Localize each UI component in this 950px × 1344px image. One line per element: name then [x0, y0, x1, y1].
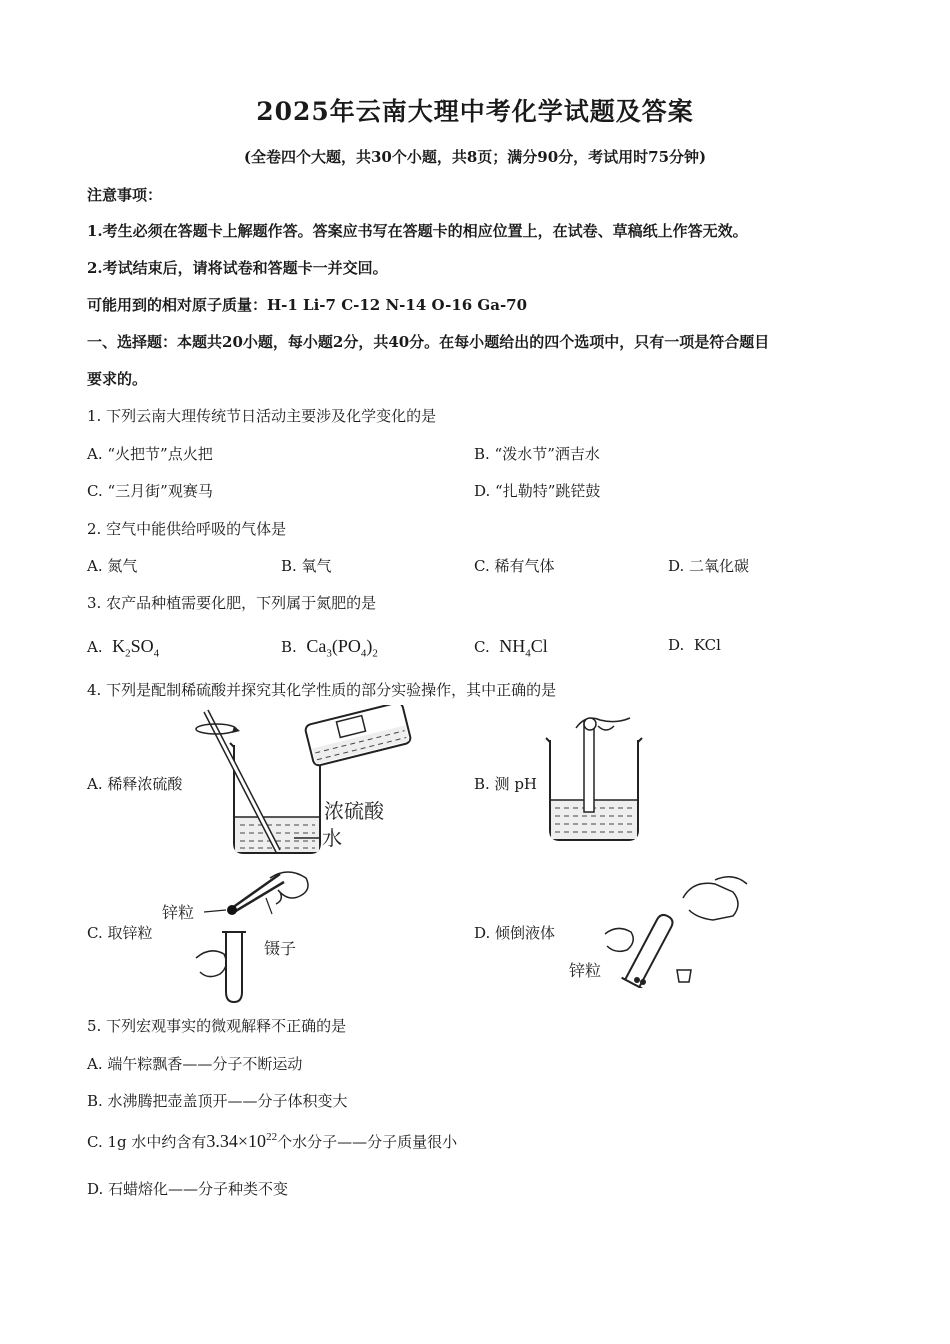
- question-2-stem: 2. 空气中能供给呼吸的气体是: [87, 520, 287, 538]
- q4-option-b: B. 测 pH: [474, 775, 538, 793]
- figure-measure-ph: [540, 712, 650, 847]
- question-1-stem: 1. 下列云南大理传统节日活动主要涉及化学变化的是: [87, 407, 437, 425]
- q2-option-a: A. 氮气: [87, 557, 138, 575]
- q1-option-d: D. “扎勒特”跳铓鼓: [474, 482, 601, 500]
- q3-option-b-letter: B.: [281, 638, 297, 656]
- section1-heading: 一、选择题：本题共20小题，每小题2分，共40分。在每小题给出的四个选项中，只有一项是符合题目: [87, 333, 770, 351]
- q1-option-a: A. “火把节”点火把: [87, 445, 213, 463]
- label-tweezers: 镊子: [264, 939, 297, 958]
- q5-option-a: A. 端午粽飘香——分子不断运动: [87, 1055, 303, 1073]
- figure-dilute-acid: [190, 705, 430, 860]
- q2-option-d: D. 二氧化碳: [668, 557, 750, 575]
- section1-heading-cont: 要求的。: [87, 370, 148, 388]
- q3-formula-a: $K_2SO_4$: [112, 636, 160, 660]
- q1-option-b: B. “泼水节”洒吉水: [474, 445, 600, 463]
- figure-take-zinc: [160, 862, 330, 1010]
- q5-option-c: [87, 1131, 457, 1152]
- q4-option-a: A. 稀释浓硫酸: [87, 775, 183, 793]
- q4-option-c: C. 取锌粒: [87, 924, 153, 942]
- q3-option-d: [668, 636, 721, 654]
- label-conc-acid: 浓硫酸: [324, 799, 384, 823]
- q3-option-c: [474, 636, 548, 660]
- question-5-stem: 5. 下列宏观事实的微观解释不正确的是: [87, 1017, 347, 1035]
- q5-option-d: D. 石蜡熔化——分子种类不变: [87, 1180, 289, 1198]
- q1-option-c: C. “三月街”观赛马: [87, 482, 213, 500]
- page-title: 2025年云南大理中考化学试题及答案: [256, 97, 694, 126]
- q3-option-c-letter: C.: [474, 638, 490, 656]
- q3-option-b: [281, 636, 378, 660]
- notice-item-2: 2.考试结束后，请将试卷和答题卡一并交回。: [87, 259, 388, 277]
- q5-option-c-number: $3.34\times 10^{22}$: [206, 1131, 278, 1151]
- q5-option-c-prefix: C. 1g 水中约含有: [87, 1133, 207, 1151]
- q2-option-b: B. 氧气: [281, 557, 332, 575]
- q5-option-c-suffix: 个水分子——分子质量很小: [277, 1133, 458, 1151]
- q5-option-b: B. 水沸腾把壶盖顶开——分子体积变大: [87, 1092, 348, 1110]
- question-3-stem: 3. 农产品种植需要化肥，下列属于氮肥的是: [87, 594, 377, 612]
- notice-item-1: 1.考生必须在答题卡上解题作答。答案应书写在答题卡的相应位置上，在试卷、草稿纸上作答无效。: [87, 222, 748, 240]
- atomic-masses: 可能用到的相对原子质量：H-1 Li-7 C-12 N-14 O-16 Ga-70: [87, 296, 528, 314]
- notice-heading: 注意事项：: [87, 186, 163, 204]
- figure-pour-liquid: [565, 870, 755, 988]
- label-zinc-d: 锌粒: [569, 961, 602, 980]
- q3-option-d-letter: D.: [668, 636, 685, 654]
- q4-option-d: D. 倾倒液体: [474, 924, 556, 942]
- question-4-stem: 4. 下列是配制稀硫酸并探究其化学性质的部分实验操作，其中正确的是: [87, 681, 557, 699]
- label-water: 水: [322, 826, 342, 850]
- q3-formula-c: $NH_4Cl$: [499, 636, 548, 660]
- q3-option-a: [87, 636, 159, 660]
- q3-formula-d: KCl: [693, 636, 721, 654]
- label-zinc-c: 锌粒: [162, 903, 195, 922]
- q2-option-c: C. 稀有气体: [474, 557, 555, 575]
- q3-formula-b: $Ca_3(PO_4)_2$: [306, 636, 378, 660]
- q3-option-a-letter: A.: [87, 638, 103, 656]
- exam-info: (全卷四个大题，共30个小题，共8页；满分90分，考试用时75分钟): [243, 148, 707, 166]
